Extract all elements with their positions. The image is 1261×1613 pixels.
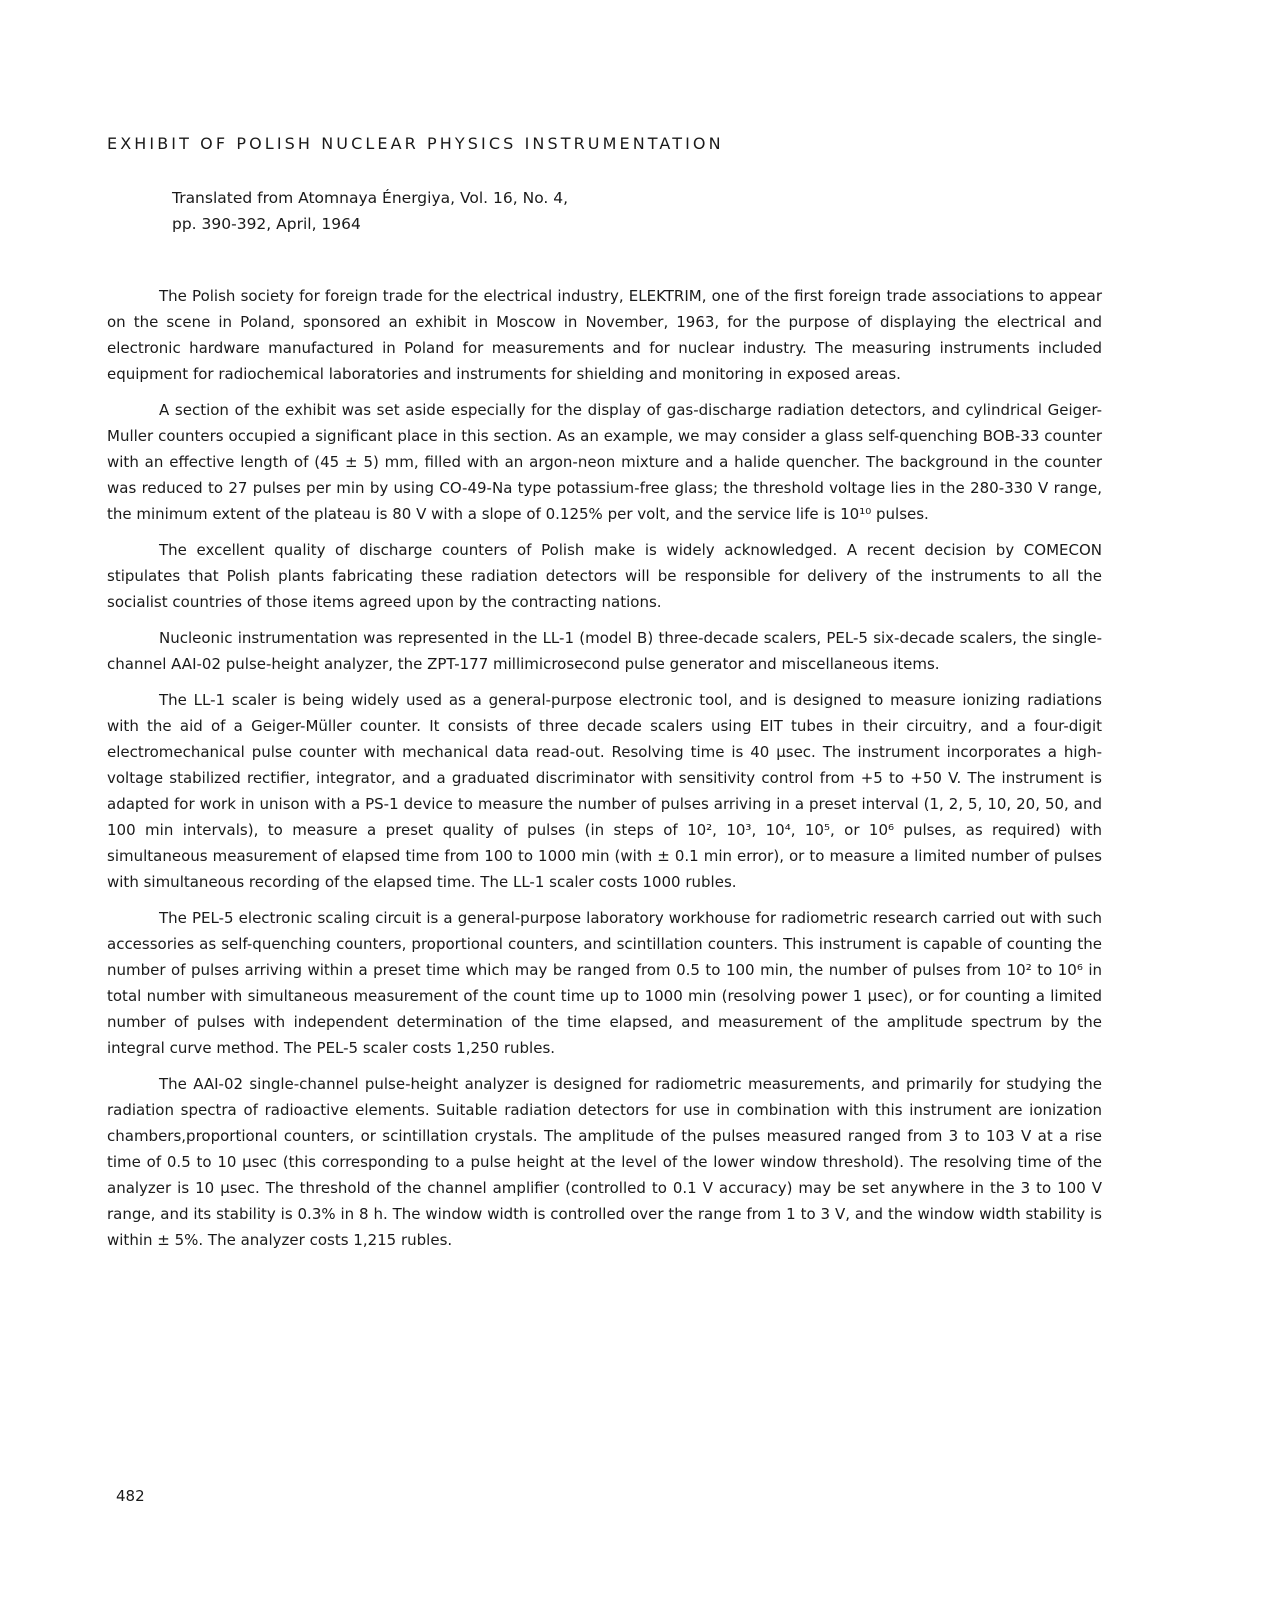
paragraph-comecon: The excellent quality of discharge counters of Polish make is widely acknowledged. A recent decision by COMECON stipulates that Polish plants fabricating these radiation detectors will be responsible for delivery of the instruments to all the socialist countries of those items agreed upon by the contracting nations. <box>107 541 1102 611</box>
paragraph-pel5-scaler: The PEL-5 electronic scaling circuit is a general-purpose laboratory workhouse for radiometric research carried out with such accessories as self-quenching counters, proportional counters, and scintillation counters. This instrument is capable of counting the number of pulses arriving within a preset time which may be ranged from 0.5 to 100 min, the number of pulses from 10² to 10⁶ in total number with simultaneous measurement of the count time up to 1000 min (resolving power 1 μsec), or for counting a limited number of pulses with independent determination of the time elapsed, and measurement of the amplitude spectrum by the integral curve method. The PEL-5 scaler costs 1,250 rubles. <box>107 909 1102 1057</box>
article-body <box>107 283 1102 1263</box>
paragraph-detectors: A section of the exhibit was set aside especially for the display of gas-discharge radiation detectors, and cylindrical Geiger-Muller counters occupied a significant place in this section. As an example, we may consider a glass self-quenching BOB-33 counter with an effective length of (45 ± 5) mm, filled with an argon-neon mixture and a halide quencher. The background in the counter was reduced to 27 pulses per min by using CO-49-Na type potassium-free glass; the threshold voltage lies in the 280-330 V range, the minimum extent of the plateau is 80 V with a slope of 0.125% per volt, and the service life is 10¹⁰ pulses. <box>107 401 1102 523</box>
paragraph-nucleonic: Nucleonic instrumentation was represented in the LL-1 (model B) three-decade scalers, PEL-5 six-decade scalers, the single-channel AAI-02 pulse-height analyzer, the ZPT-177 millimicrosecond pulse generator and miscellaneous items. <box>107 629 1102 673</box>
page-number: 482 <box>116 1487 145 1505</box>
source-line-pages: pp. 390-392, April, 1964 <box>172 215 361 233</box>
source-line-journal: Translated from Atomnaya Énergiya, Vol. 16, No. 4, <box>172 189 569 207</box>
article-title: EXHIBIT OF POLISH NUCLEAR PHYSICS INSTRUMENTATION <box>107 134 724 153</box>
paragraph-ll1-scaler: The LL-1 scaler is being widely used as a general-purpose electronic tool, and is designed to measure ionizing radiations with the aid of a Geiger-Müller counter. It consists of three decade scalers using EIT tubes in their circuitry, and a four-digit electromechanical pulse counter with mechanical data read-out. Resolving time is 40 μsec. The instrument incorporates a high-voltage stabilized rectifier, integrator, and a graduated discriminator with sensitivity control from +5 to +50 V. The instrument is adapted for work in unison with a PS-1 device to measure the number of pulses arriving in a preset interval (1, 2, 5, 10, 20, 50, and 100 min intervals), to measure a preset quality of pulses (in steps of 10², 10³, 10⁴, 10⁵, or 10⁶ pulses, as required) with simultaneous measurement of elapsed time from 100 to 1000 min (with ± 0.1 min error), or to measure a limited number of pulses with simultaneous recording of the elapsed time. The LL-1 scaler costs 1000 rubles. <box>107 691 1102 891</box>
translation-source <box>172 185 568 237</box>
paragraph-elektrim: The Polish society for foreign trade for the electrical industry, ELEKTRIM, one of the first foreign trade associations to appear on the scene in Poland, sponsored an exhibit in Moscow in November, 1963, for the purpose of displaying the electrical and electronic hardware manufactured in Poland for measurements and for nuclear industry. The measuring instruments included equipment for radiochemical laboratories and instruments for shielding and monitoring in exposed areas. <box>107 287 1102 383</box>
paragraph-aai02-analyzer: The AAI-02 single-channel pulse-height analyzer is designed for radiometric measurements, and primarily for studying the radiation spectra of radioactive elements. Suitable radiation detectors for use in combination with this instrument are ionization chambers,proportional counters, or scintillation crystals. The amplitude of the pulses measured ranged from 3 to 103 V at a rise time of 0.5 to 10 μsec (this corresponding to a pulse height at the level of the lower window threshold). The resolving time of the analyzer is 10 μsec. The threshold of the channel amplifier (controlled to 0.1 V accuracy) may be set anywhere in the 3 to 100 V range, and its stability is 0.3% in 8 h. The window width is controlled over the range from 1 to 3 V, and the window width stability is within ± 5%. The analyzer costs 1,215 rubles. <box>107 1075 1102 1249</box>
